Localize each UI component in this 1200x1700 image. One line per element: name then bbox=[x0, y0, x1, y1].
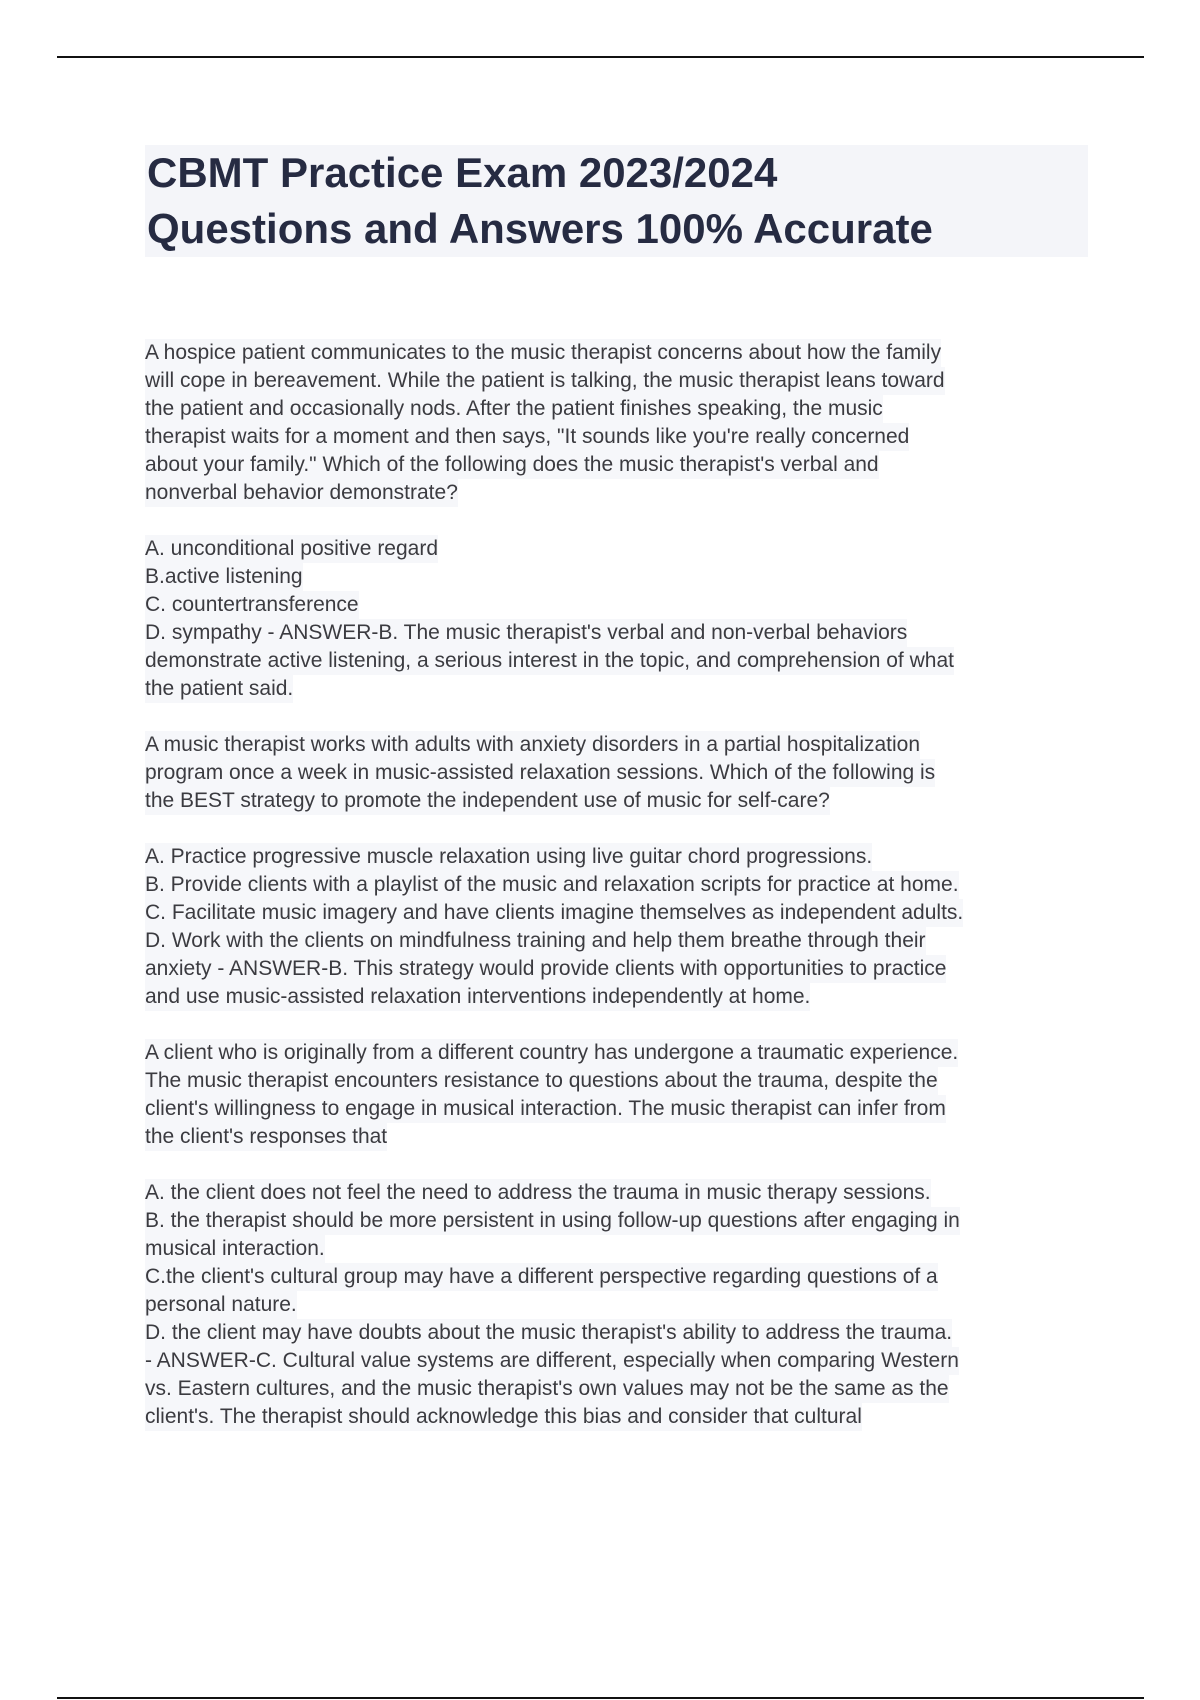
text-line: D. the client may have doubts about the music therapist's ability to address the trauma. bbox=[145, 1319, 952, 1347]
question-2-stem bbox=[145, 731, 1095, 815]
text-line: demonstrate active listening, a serious interest in the topic, and comprehension of what bbox=[145, 647, 954, 675]
text-line: therapist waits for a moment and then says, "It sounds like you're really concerned bbox=[145, 423, 909, 451]
title-line-2: Questions and Answers 100% Accurate bbox=[147, 205, 933, 252]
text-line: - ANSWER-C. Cultural value systems are different, especially when comparing Western bbox=[145, 1347, 959, 1375]
footer-rule bbox=[57, 1697, 1144, 1699]
page-title bbox=[145, 145, 1088, 257]
text-line: client's willingness to engage in musical interaction. The music therapist can infer from bbox=[145, 1095, 946, 1123]
text-line: nonverbal behavior demonstrate? bbox=[145, 479, 458, 507]
header-rule bbox=[57, 56, 1144, 58]
text-line: the patient said. bbox=[145, 675, 293, 703]
text-line: about your family." Which of the following does the music therapist's verbal and bbox=[145, 451, 879, 479]
text-line: A hospice patient communicates to the music therapist concerns about how the family bbox=[145, 339, 941, 367]
text-line: anxiety - ANSWER-B. This strategy would provide clients with opportunities to practice bbox=[145, 955, 946, 983]
text-line: A client who is originally from a different country has undergone a traumatic experience. bbox=[145, 1039, 958, 1067]
text-line: A. Practice progressive muscle relaxation using live guitar chord progressions. bbox=[145, 843, 872, 871]
text-line: C. Facilitate music imagery and have clients imagine themselves as independent adults. bbox=[145, 899, 963, 927]
text-line: will cope in bereavement. While the patient is talking, the music therapist leans toward bbox=[145, 367, 945, 395]
question-1-stem bbox=[145, 339, 1095, 507]
text-line: D. sympathy - ANSWER-B. The music therapist's verbal and non-verbal behaviors bbox=[145, 619, 907, 647]
text-line: C. countertransference bbox=[145, 591, 359, 619]
text-line: the patient and occasionally nods. After the patient finishes speaking, the music bbox=[145, 395, 883, 423]
question-3-options bbox=[145, 1179, 1095, 1431]
title-line-1: CBMT Practice Exam 2023/2024 bbox=[147, 149, 778, 196]
text-line: A. unconditional positive regard bbox=[145, 535, 438, 563]
text-line: D. Work with the clients on mindfulness training and help them breathe through their bbox=[145, 927, 926, 955]
text-line: C.the client's cultural group may have a different perspective regarding questions of a bbox=[145, 1263, 938, 1291]
document-body bbox=[145, 339, 1095, 1431]
text-line: and use music-assisted relaxation interventions independently at home. bbox=[145, 983, 810, 1011]
text-line: vs. Eastern cultures, and the music therapist's own values may not be the same as the bbox=[145, 1375, 949, 1403]
text-line: A. the client does not feel the need to address the trauma in music therapy sessions. bbox=[145, 1179, 931, 1207]
text-line: B. the therapist should be more persistent in using follow-up questions after engaging in bbox=[145, 1207, 960, 1235]
question-2-options bbox=[145, 843, 1095, 1011]
text-line: personal nature. bbox=[145, 1291, 297, 1319]
question-1-options bbox=[145, 535, 1095, 703]
text-line: B.active listening bbox=[145, 563, 303, 591]
text-line: B. Provide clients with a playlist of the music and relaxation scripts for practice at home. bbox=[145, 871, 959, 899]
text-line: the client's responses that bbox=[145, 1123, 387, 1151]
text-line: musical interaction. bbox=[145, 1235, 325, 1263]
text-line: client's. The therapist should acknowledge this bias and consider that cultural bbox=[145, 1403, 862, 1431]
text-line: the BEST strategy to promote the independent use of music for self-care? bbox=[145, 787, 830, 815]
text-line: The music therapist encounters resistance to questions about the trauma, despite the bbox=[145, 1067, 938, 1095]
text-line: A music therapist works with adults with anxiety disorders in a partial hospitalization bbox=[145, 731, 920, 759]
question-3-stem bbox=[145, 1039, 1095, 1151]
text-line: program once a week in music-assisted relaxation sessions. Which of the following is bbox=[145, 759, 935, 787]
